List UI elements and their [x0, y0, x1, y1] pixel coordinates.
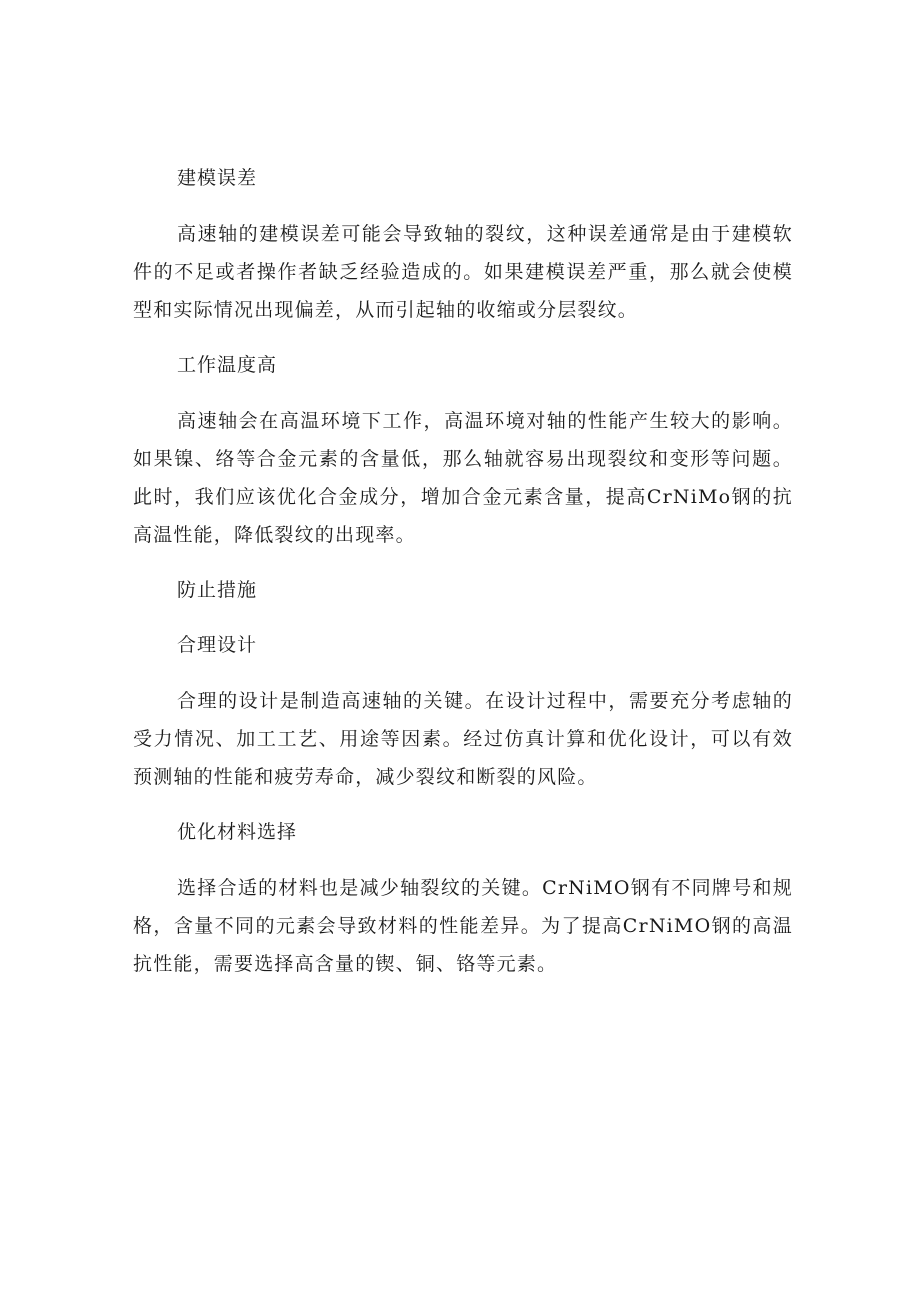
section-heading-modeling-error: 建模误差 [177, 167, 258, 189]
document-body [133, 160, 793, 1001]
paragraph-rational-design: 合理的设计是制造高速轴的关键。在设计过程中，需要充分考虑轴的受力情况、加工工艺、用途等因素。经过仿真计算和优化设计，可以有效预测轴的性能和疲劳寿命，减少裂纹和断裂的风险。 [133, 690, 793, 788]
paragraph-material-selection: 选择合适的材料也是减少轴裂纹的关键。CrNiMO钢有不同牌号和规格，含量不同的元素会导致材料的性能差异。为了提高CrNiMO钢的高温抗性能，需要选择高含量的锲、铜、铬等元素。 [133, 877, 793, 975]
section-heading-rational-design: 合理设计 [177, 634, 258, 656]
paragraph-modeling-error: 高速轴的建模误差可能会导致轴的裂纹，这种误差通常是由于建模软件的不足或者操作者缺乏经验造成的。如果建模误差严重，那么就会使模型和实际情况出现偏差，从而引起轴的收缩或分层裂纹。 [133, 223, 793, 321]
section-heading-material-selection: 优化材料选择 [177, 821, 298, 843]
paragraph-high-temperature: 高速轴会在高温环境下工作，高温环境对轴的性能产生较大的影响。如果镍、络等合金元素的含量低，那么轴就容易出现裂纹和变形等问题。此时，我们应该优化合金成分，增加合金元素含量，提高CrNiMo钢的抗高温性能，降低裂纹的出现率。 [133, 410, 793, 546]
section-heading-high-temperature: 工作温度高 [177, 354, 278, 376]
section-heading-prevention-measures: 防止措施 [177, 579, 258, 601]
